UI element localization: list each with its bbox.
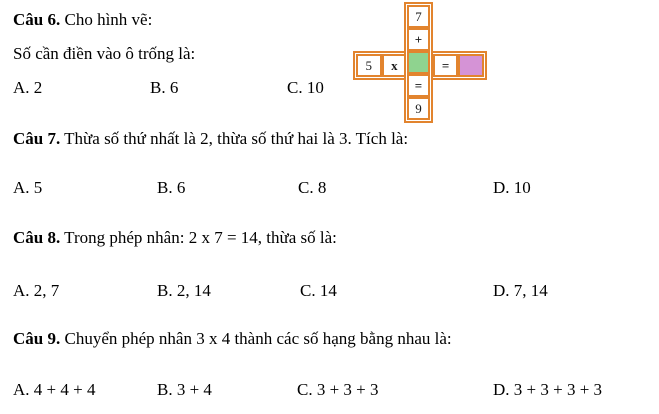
question-8-title [13, 228, 337, 248]
diagram-cell-9: 9 [407, 97, 430, 120]
question-7-option-a: A. 5 [13, 178, 43, 197]
question-9-option-a: A. 4 + 4 + 4 [13, 380, 96, 399]
diagram-center-blank [407, 51, 430, 74]
question-8-option-c: C. 14 [300, 281, 337, 300]
question-6-label: Câu 6. [13, 10, 61, 29]
question-8-text: Trong phép nhân: 2 x 7 = 14, thừa số là: [60, 228, 337, 247]
question-7-option-c: C. 8 [298, 178, 327, 197]
plus-sign: + [407, 28, 430, 51]
question-8-label: Câu 8. [13, 228, 61, 247]
question-9-option-d: D. 3 + 3 + 3 + 3 [493, 380, 603, 399]
question-9-option-b: B. 3 + 4 [157, 380, 212, 399]
question-6-option-b: B. 6 [150, 78, 179, 97]
question-7-option-d: D. 10 [493, 178, 531, 197]
diagram-answer-blank [458, 54, 484, 77]
question-8-option-a: A. 2, 7 [13, 281, 60, 300]
question-8-options [0, 281, 659, 303]
addition-column [404, 2, 433, 123]
question-9-option-c: C. 3 + 3 + 3 [297, 380, 379, 399]
question-9-options [0, 380, 659, 402]
multiply-sign: x [382, 54, 408, 77]
question-8-option-b: B. 2, 14 [157, 281, 211, 300]
question-6-title [13, 10, 152, 30]
equals-sign-horizontal: = [433, 54, 459, 77]
question-9-label: Câu 9. [13, 329, 61, 348]
diagram-cell-5: 5 [356, 54, 382, 77]
question-7-option-b: B. 6 [157, 178, 186, 197]
question-7-label: Câu 7. [13, 129, 61, 148]
question-7-text: Thừa số thứ nhất là 2, thừa số thứ hai là 3. Tích là: [60, 129, 409, 148]
question-6-text: Cho hình vẽ: [60, 10, 153, 29]
question-6-subtext: Số cần điền vào ô trống là: [13, 44, 196, 63]
question-6-option-a: A. 2 [13, 78, 43, 97]
question-6-options [0, 78, 659, 100]
question-8-option-d: D. 7, 14 [493, 281, 548, 300]
question-9-text: Chuyển phép nhân 3 x 4 thành các số hạng bằng nhau là: [60, 329, 452, 348]
diagram-cell-7: 7 [407, 5, 430, 28]
question-9-title [13, 329, 452, 349]
equals-sign-vertical: = [407, 74, 430, 97]
question-7-title [13, 129, 408, 149]
question-7-options [0, 178, 659, 200]
question-6-option-c: C. 10 [287, 78, 324, 97]
